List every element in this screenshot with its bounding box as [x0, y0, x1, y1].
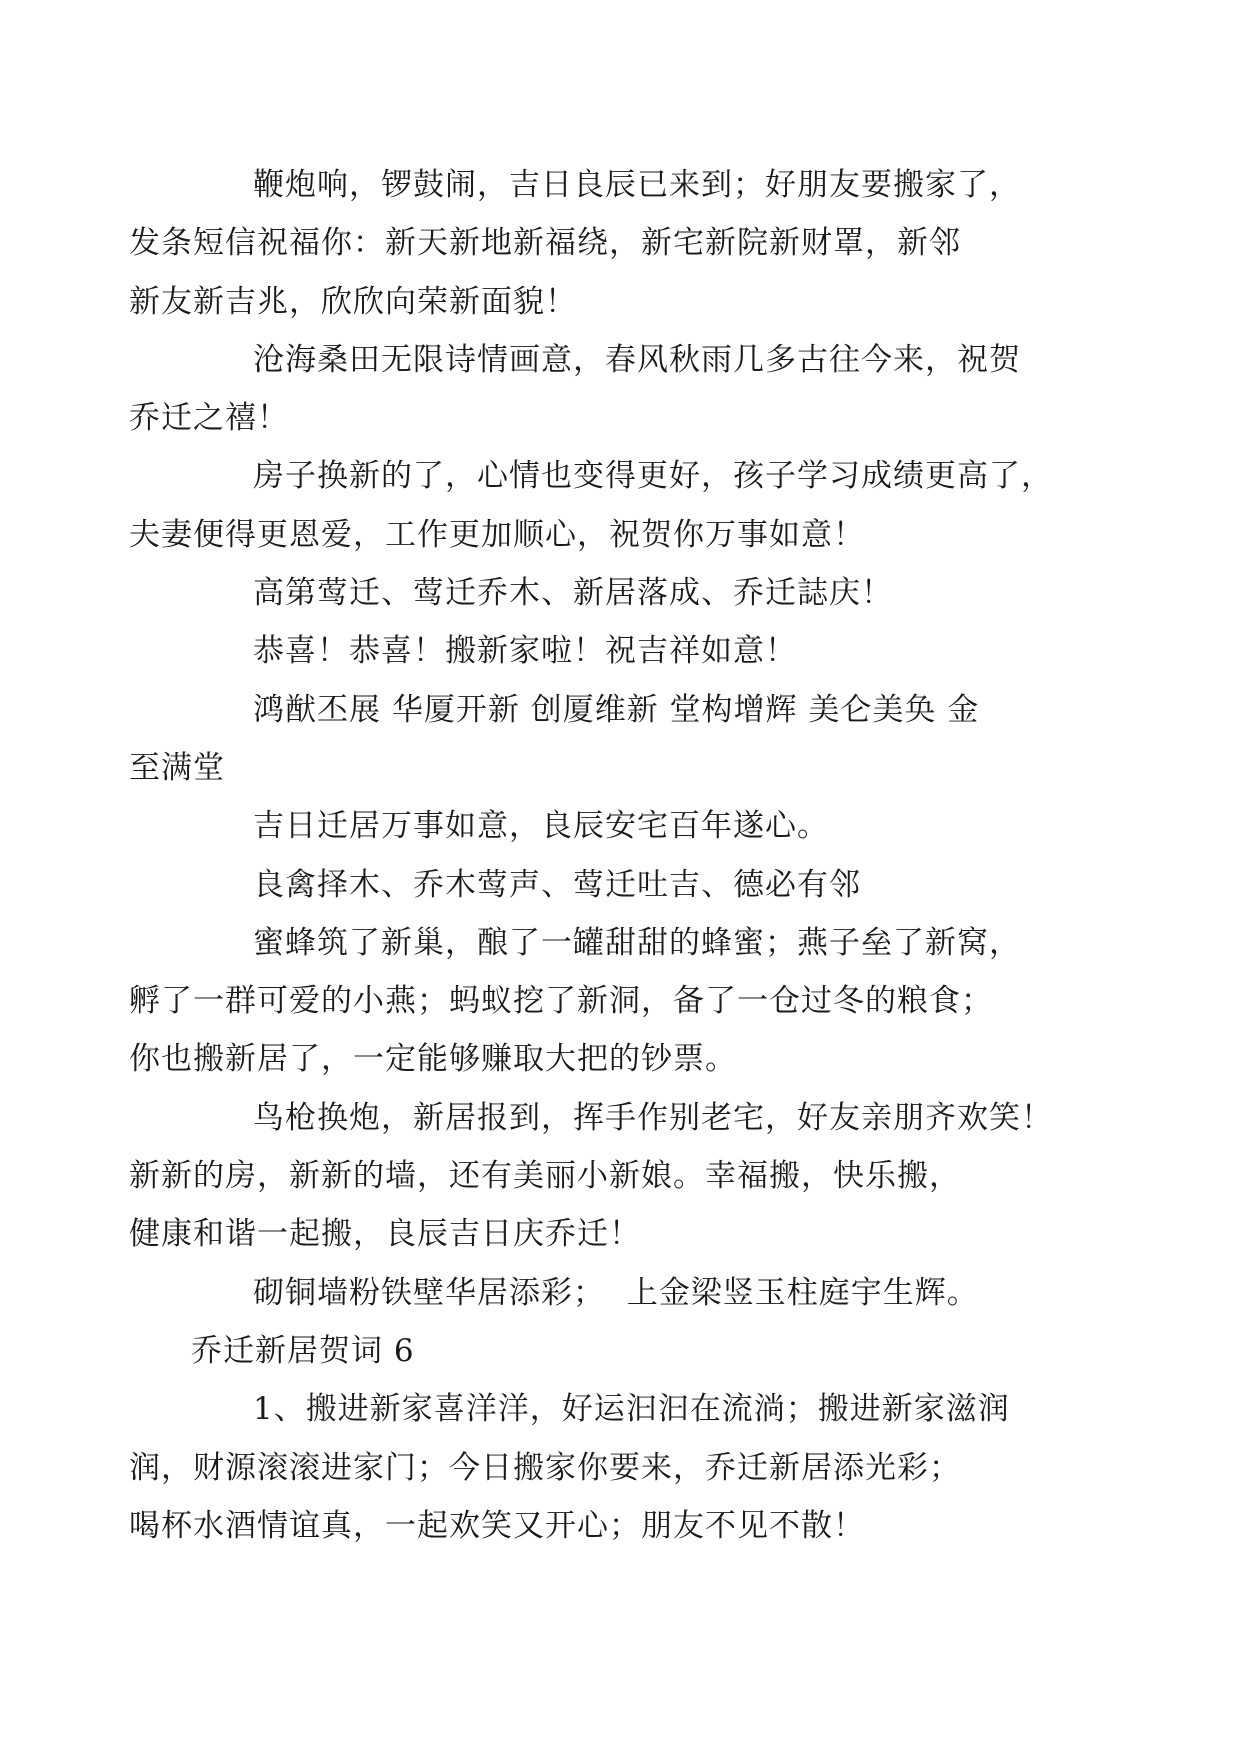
text-line: 良禽择木、乔木莺声、莺迁吐吉、德必有邻	[253, 866, 861, 903]
text-line: 至满堂	[129, 749, 225, 786]
text-line: 新友新吉兆，欣欣向荣新面貌！	[129, 283, 577, 320]
text-line: 夫妻便得更恩爱，工作更加顺心，祝贺你万事如意！	[129, 516, 865, 553]
text-line: 沧海桑田无限诗情画意，春风秋雨几多古往今来，祝贺	[253, 341, 1021, 378]
text-line: 鞭炮响，锣鼓闹，吉日良辰已来到；好朋友要搬家了，	[253, 167, 1021, 203]
text-line: 孵了一群可爱的小燕；蚂蚁挖了新洞，备了一仓过冬的粮食；	[129, 983, 993, 1020]
text-line: 吉日迁居万事如意，良辰安宅百年遂心。	[253, 808, 829, 845]
paragraph-moving-greeting	[129, 156, 1071, 331]
text-line: 健康和谐一起搬，良辰吉日庆乔迁！	[129, 1216, 641, 1253]
paragraph-bees-swallows	[129, 914, 1071, 1089]
paragraph-new-home-report	[129, 1089, 1071, 1264]
paragraph-good-bird	[191, 856, 1071, 914]
text-line: 鸟枪换炮，新居报到，挥手作别老宅，好友亲朋齐欢笑！	[253, 1099, 1053, 1136]
text-line: 房子换新的了，心情也变得更好，孩子学习成绩更高了，	[253, 458, 1053, 495]
text-line: 新新的房，新新的墙，还有美丽小新娘。幸福搬，快乐搬，	[129, 1158, 961, 1195]
text-line: 砌铜墙粉铁壁华居添彩； 上金梁竖玉柱庭宇生辉。	[253, 1274, 979, 1311]
paragraph-auspicious-day	[191, 797, 1071, 855]
paragraph-new-house	[129, 447, 1071, 564]
text-line: 润，财源滚滚进家门；今日搬家你要来，乔迁新居添光彩；	[129, 1449, 961, 1486]
paragraph-four-char-phrases	[129, 681, 1071, 798]
text-line: 喝杯水酒情谊真，一起欢笑又开心；朋友不见不散！	[129, 1507, 865, 1544]
text-line: 你也搬新居了，一定能够赚取大把的钞票。	[129, 1041, 737, 1078]
text-line: 恭喜！恭喜！搬新家啦！祝吉祥如意！	[253, 633, 797, 670]
text-line: 蜜蜂筑了新巢，酿了一罐甜甜的蜂蜜；燕子垒了新窝，	[253, 924, 1021, 961]
text-line: 乔迁之禧！	[129, 400, 289, 437]
paragraph-numbered-greeting	[129, 1380, 1071, 1555]
paragraph-congrats	[191, 622, 1071, 680]
document-body	[129, 156, 1071, 1555]
paragraph-oriole	[191, 564, 1071, 622]
text-line: 1、搬进新家喜洋洋，好运汩汩在流淌；搬进新家滋润	[253, 1391, 1010, 1428]
paragraph-couplet	[191, 1264, 1071, 1322]
text-line: 鸿猷丕展 华厦开新 创厦维新 堂构增辉 美仑美奂 金	[253, 691, 980, 728]
section-heading: 乔迁新居贺词 6	[191, 1332, 415, 1369]
text-line: 高第莺迁、莺迁乔木、新居落成、乔迁誌庆！	[253, 575, 893, 612]
text-line: 发条短信祝福你：新天新地新福绕，新宅新院新财罩，新邻	[129, 225, 961, 262]
paragraph-sea-field	[129, 331, 1071, 448]
